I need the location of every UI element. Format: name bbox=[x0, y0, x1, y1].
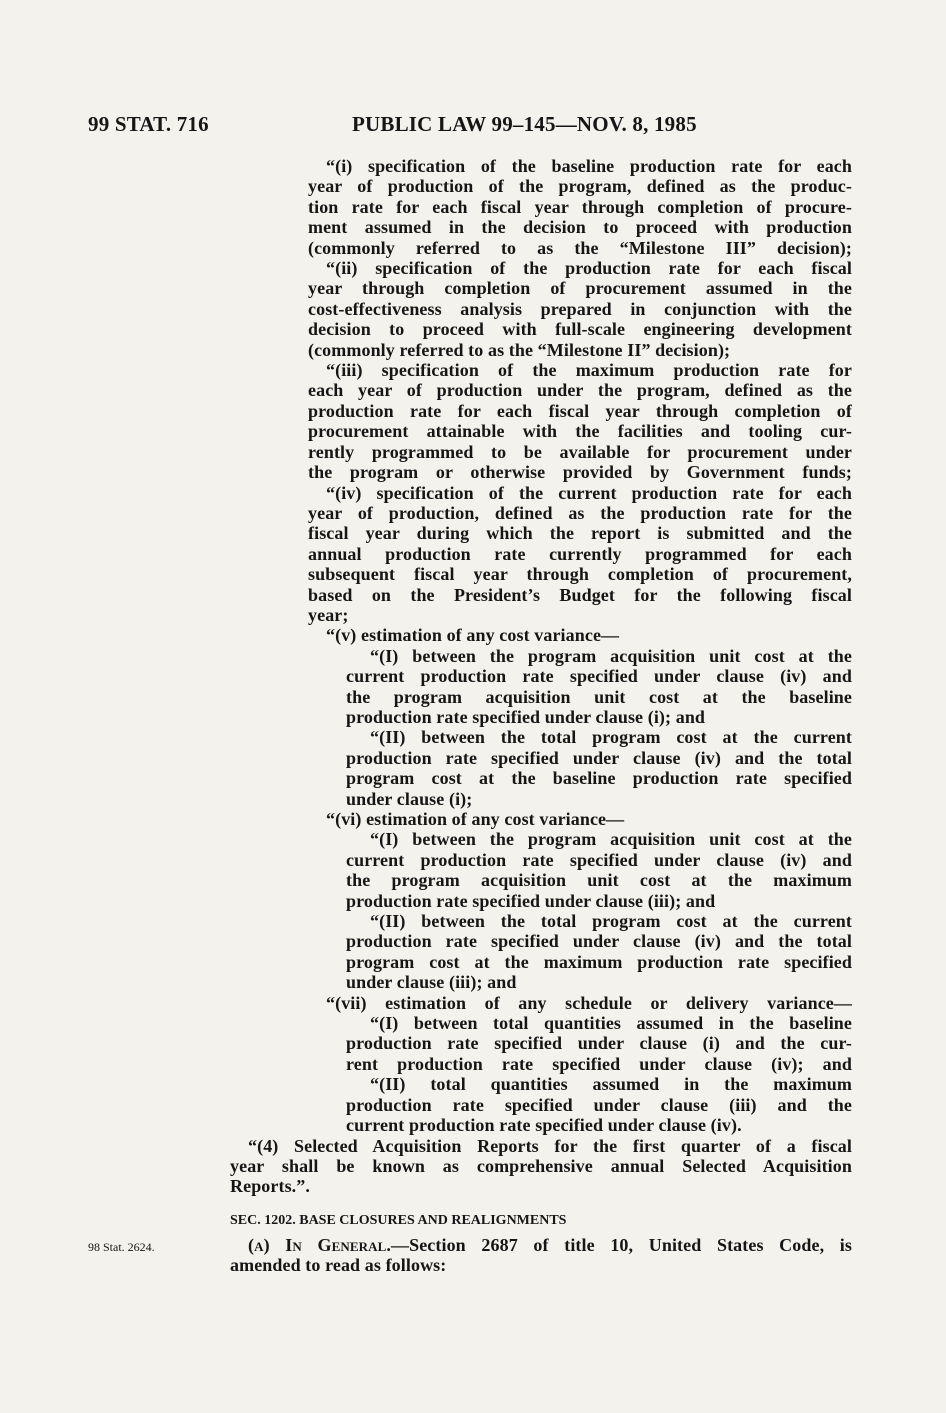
page-header bbox=[88, 112, 728, 142]
text-line: year of production of the program, defined as the produc- bbox=[308, 176, 852, 197]
text-line: subsequent fiscal year through completion of procurement, bbox=[308, 564, 852, 585]
text-line: each year of production under the program, defined as the bbox=[308, 380, 852, 401]
text-line: program cost at the baseline production rate specified bbox=[346, 768, 852, 789]
subsection-last-line: amended to read as follows: bbox=[230, 1255, 447, 1276]
text-line: “(iii) specification of the maximum production rate for bbox=[326, 360, 852, 381]
text-line: current production rate specified under clause (iv) and bbox=[346, 849, 852, 870]
text-line: “(vi) estimation of any cost variance— bbox=[326, 809, 625, 829]
text-line: “(II) between the total program cost at the current bbox=[370, 727, 852, 748]
text-line: decision to proceed with full-scale engineering development bbox=[308, 319, 852, 340]
text-line: rent production rate specified under clause (iv); and bbox=[346, 1053, 852, 1074]
text-line: the program acquisition unit cost at the baseline bbox=[346, 686, 852, 707]
text-line: “(4) Selected Acquisition Reports for the first quarter of a fiscal bbox=[248, 1135, 852, 1156]
text-line: Reports.”. bbox=[230, 1176, 310, 1197]
text-line: fiscal year during which the report is submitted and the bbox=[308, 523, 852, 544]
text-line: the program acquisition unit cost at the maximum bbox=[346, 870, 852, 891]
text-line: production rate specified under clause (iii) and the bbox=[346, 1094, 852, 1115]
text-line: “(I) between the program acquisition unit cost at the bbox=[370, 645, 852, 666]
text-line: production rate for each fiscal year through completion of bbox=[308, 400, 852, 421]
text-line: production rate specified under clause (i); and bbox=[346, 706, 706, 727]
text-line: year shall be known as comprehensive annual Selected Acquisition bbox=[230, 1155, 852, 1176]
text-line: under clause (i); bbox=[346, 788, 473, 809]
subsection-label: (a) In General. bbox=[248, 1234, 391, 1255]
text-line: tion rate for each fiscal year through completion of procure- bbox=[308, 196, 852, 217]
text-line: annual production rate currently programmed for each bbox=[308, 543, 852, 564]
text-line: “(II) between the total program cost at the current bbox=[370, 911, 852, 932]
text-line: (commonly referred to as the “Milestone III” decision); bbox=[308, 237, 852, 258]
section-heading: SEC. 1202. BASE CLOSURES AND REALIGNMENTS bbox=[230, 1212, 567, 1228]
subsection-text: —Section 2687 of title 10, United States Code, is bbox=[390, 1234, 852, 1255]
text-line: year through completion of procurement assumed in the bbox=[308, 278, 852, 299]
text-line: production rate specified under clause (i) and the cur- bbox=[346, 1033, 852, 1054]
text-line: program cost at the maximum production rate specified bbox=[346, 951, 852, 972]
text-line: production rate specified under clause (iii); and bbox=[346, 890, 716, 911]
text-line: “(II) total quantities assumed in the maximum bbox=[370, 1074, 852, 1095]
text-line: “(vii) estimation of any schedule or delivery variance— bbox=[326, 992, 852, 1013]
text-line: “(I) between total quantities assumed in the baseline bbox=[370, 1013, 852, 1034]
text-line: “(v) estimation of any cost variance— bbox=[326, 625, 620, 646]
body-text bbox=[230, 156, 852, 1276]
text-line: year; bbox=[308, 604, 349, 625]
subsection-first-line bbox=[230, 1235, 852, 1255]
text-line: rently programmed to be available for procurement under bbox=[308, 441, 852, 462]
text-line: “(iv) specification of the current production rate for each bbox=[326, 482, 852, 503]
statute-page-number: 99 STAT. 716 bbox=[88, 112, 209, 136]
text-line: year of production, defined as the production rate for the bbox=[308, 502, 852, 523]
text-line: current production rate specified under clause (iv). bbox=[346, 1115, 742, 1136]
text-line: procurement attainable with the facilities and tooling cur- bbox=[308, 421, 852, 442]
text-line: current production rate specified under clause (iv) and bbox=[346, 666, 852, 687]
text-line: “(I) between the program acquisition unit cost at the bbox=[370, 829, 852, 850]
text-line: “(ii) specification of the production rate for each fiscal bbox=[326, 258, 852, 279]
margin-note: 98 Stat. 2624. bbox=[88, 1240, 155, 1254]
text-line: ment assumed in the decision to proceed with production bbox=[308, 217, 852, 238]
text-line: the program or otherwise provided by Government funds; bbox=[308, 462, 852, 483]
public-law-heading: PUBLIC LAW 99–145—NOV. 8, 1985 bbox=[352, 112, 697, 136]
text-line: production rate specified under clause (iv) and the total bbox=[346, 931, 852, 952]
text-line: under clause (iii); and bbox=[346, 972, 517, 993]
text-line: based on the President’s Budget for the following fiscal bbox=[308, 584, 852, 605]
text-line: cost-effectiveness analysis prepared in conjunction with the bbox=[308, 298, 852, 319]
text-line: “(i) specification of the baseline production rate for each bbox=[326, 156, 852, 176]
text-line: (commonly referred to as the “Milestone II” decision); bbox=[308, 339, 731, 360]
text-line: production rate specified under clause (iv) and the total bbox=[346, 747, 852, 768]
text-lines bbox=[230, 156, 852, 1197]
